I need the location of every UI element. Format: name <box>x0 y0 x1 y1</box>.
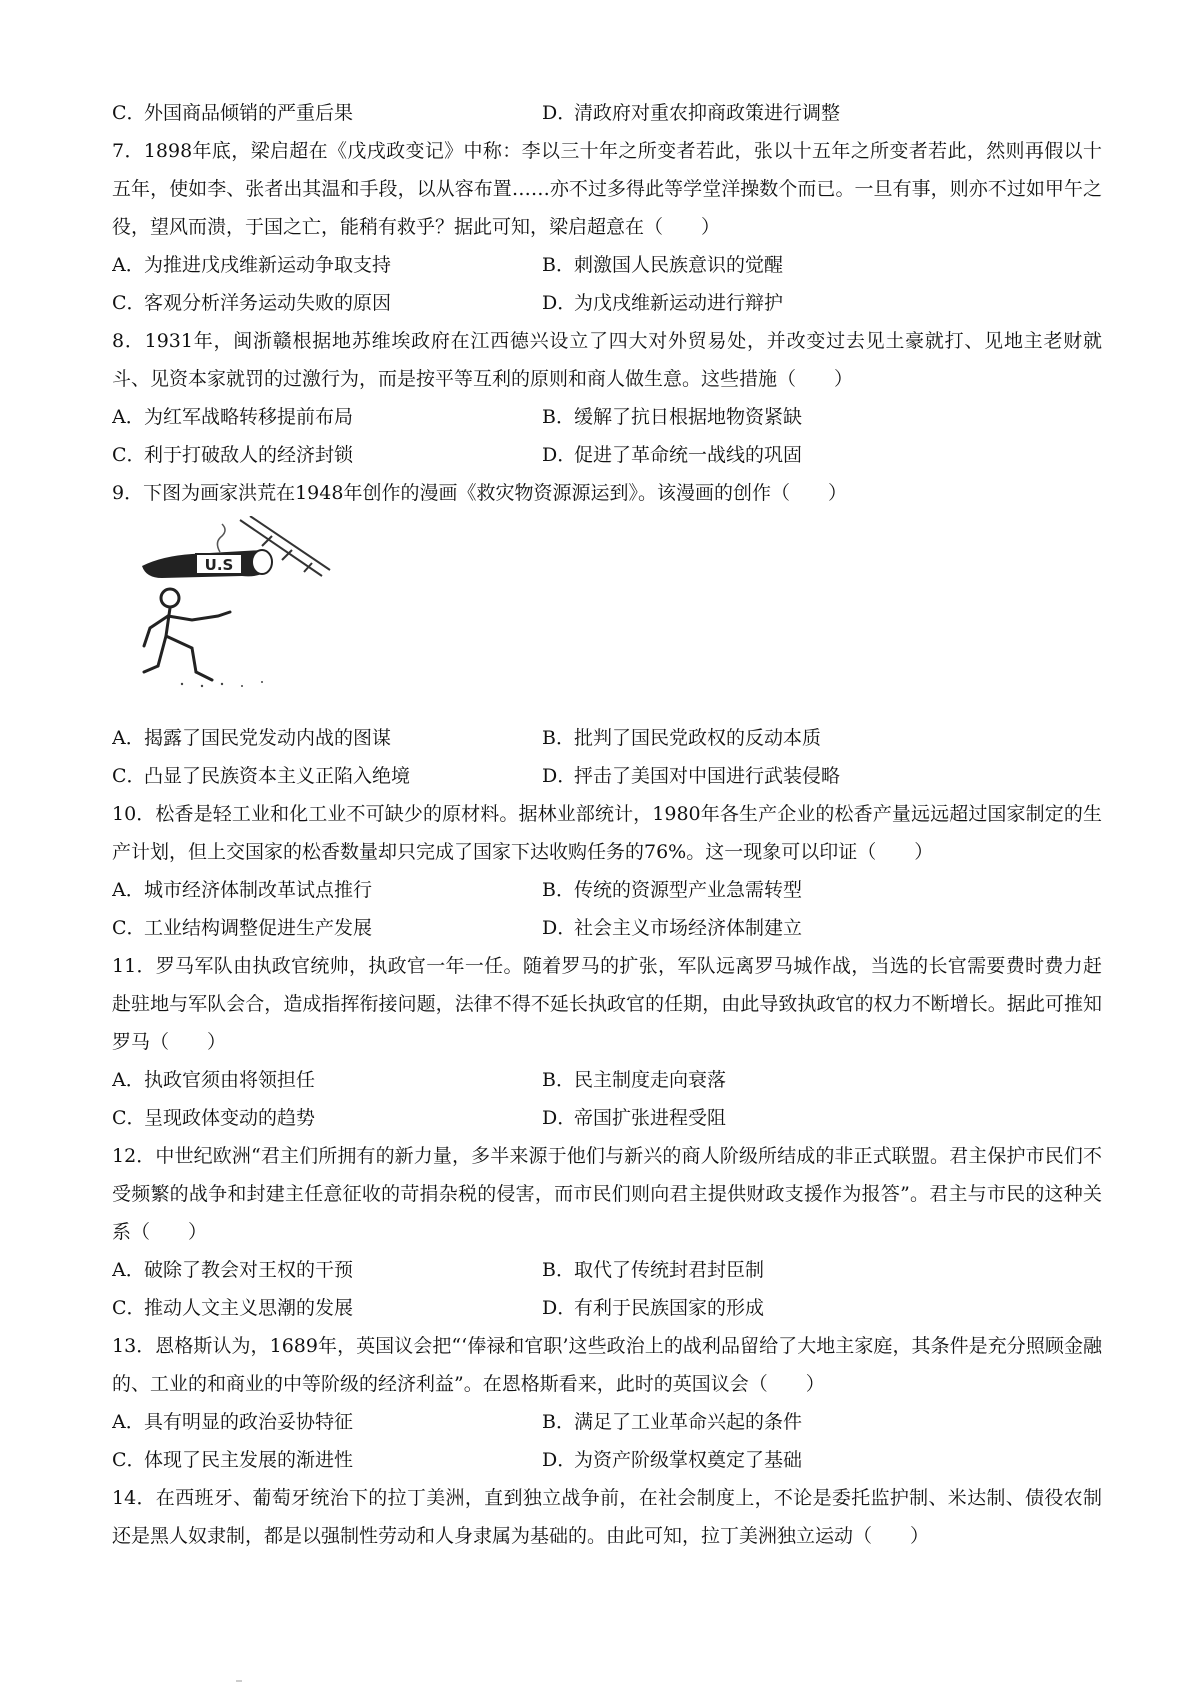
q8-option-b[interactable]: B．缓解了抗日根据地物资紧缺 <box>542 406 803 428</box>
q13-options <box>112 1403 1102 1479</box>
q12-option-a[interactable]: A．破除了教会对王权的干预 <box>112 1259 354 1281</box>
q7-options <box>112 246 1102 322</box>
q9-cartoon-image <box>122 516 332 696</box>
cartoon-us-label: U.S <box>204 556 234 574</box>
q7-option-d[interactable]: D．为戊戌维新运动进行辩护 <box>542 292 784 314</box>
q7-option-c[interactable]: C．客观分析洋务运动失败的原因 <box>112 292 392 314</box>
q11-option-b[interactable]: B．民主制度走向衰落 <box>542 1069 727 1091</box>
q10-stem: 10．松香是轻工业和化工业不可缺少的原材料。据林业部统计，1980年各生产企业的松香产量远远超过国家制定的生产计划，但上交国家的松香数量却只完成了国家下达收购任务的76%。这一现象可以印证（ ） <box>112 803 1102 863</box>
q13-stem: 13．恩格斯认为，1689年，英国议会把“‘俸禄和官职’这些政治上的战利品留给了大地主家庭，其条件是充分照顾金融的、工业的和商业的中等阶级的经济利益”。在恩格斯看来，此时的英国议会（ ） <box>112 1335 1102 1395</box>
q9-options <box>112 719 1102 795</box>
q12-stem: 12．中世纪欧洲“君主们所拥有的新力量，多半来源于他们与新兴的商人阶级所结成的非正式联盟。君主保护市民们不受频繁的战争和封建主任意征收的苛捐杂税的侵害，而市民们则向君主提供财政支援作为报答”。君主与市民的这种关系（ ） <box>112 1145 1102 1243</box>
q8-option-c[interactable]: C．利于打破敌人的经济封锁 <box>112 444 354 466</box>
q12-option-b[interactable]: B．取代了传统封君封臣制 <box>542 1259 765 1281</box>
q9-option-b[interactable]: B．批判了国民党政权的反动本质 <box>542 727 822 749</box>
q11-options <box>112 1061 1102 1137</box>
q8-stem: 8．1931年，闽浙赣根据地苏维埃政府在江西德兴设立了四大对外贸易处，并改变过去见土豪就打、见地主老财就斗、见资本家就罚的过激行为，而是按平等互利的原则和商人做生意。这些措施（ ） <box>112 330 1102 390</box>
q13-option-b[interactable]: B．满足了工业革命兴起的条件 <box>542 1411 803 1433</box>
q10-option-c[interactable]: C．工业结构调整促进生产发展 <box>112 917 373 939</box>
q7-option-a[interactable]: A．为推进戊戌维新运动争取支持 <box>112 254 392 276</box>
q9-option-d[interactable]: D．抨击了美国对中国进行武装侵略 <box>542 765 841 787</box>
q10-option-b[interactable]: B．传统的资源型产业急需转型 <box>542 879 803 901</box>
q10-option-a[interactable]: A．城市经济体制改革试点推行 <box>112 879 373 901</box>
footer-dot <box>236 1680 242 1682</box>
q7-option-b[interactable]: B．刺激国人民族意识的觉醒 <box>542 254 784 276</box>
q12-option-d[interactable]: D．有利于民族国家的形成 <box>542 1297 765 1319</box>
q8-options <box>112 398 1102 474</box>
q6-options <box>112 94 1102 132</box>
exam-page <box>112 94 1102 1555</box>
q11-option-c[interactable]: C．呈现政体变动的趋势 <box>112 1107 316 1129</box>
q11-option-a[interactable]: A．执政官须由将领担任 <box>112 1069 316 1091</box>
q12-options <box>112 1251 1102 1327</box>
q12-option-c[interactable]: C．推动人文主义思潮的发展 <box>112 1297 354 1319</box>
q6-option-c[interactable]: C．外国商品倾销的严重后果 <box>112 102 354 124</box>
q13-option-d[interactable]: D．为资产阶级掌权奠定了基础 <box>542 1449 803 1471</box>
q11-stem: 11．罗马军队由执政官统帅，执政官一年一任。随着罗马的扩张，军队远离罗马城作战，当选的长官需要费时费力赶赴驻地与军队会合，造成指挥衔接问题，法律不得不延长执政官的任期，由此导致执政官的权力不断增长。据此可推知罗马（ ） <box>112 955 1102 1053</box>
q7-stem: 7．1898年底，梁启超在《戊戌政变记》中称：李以三十年之所变者若此，张以十五年之所变者若此，然则再假以十五年，使如李、张者出其温和手段，以从容布置……亦不过多得此等学堂洋操数个而已。一旦有事，则亦不过如甲午之役，望风而溃，于国之亡，能稍有救乎？据此可知，梁启超意在（ ） <box>112 140 1102 238</box>
q9-option-a[interactable]: A．揭露了国民党发动内战的图谋 <box>112 727 392 749</box>
q9-stem: 9．下图为画家洪荒在1948年创作的漫画《救灾物资源源运到》。该漫画的创作（ ） <box>112 482 847 504</box>
q10-option-d[interactable]: D．社会主义市场经济体制建立 <box>542 917 803 939</box>
q8-option-d[interactable]: D．促进了革命统一战线的巩固 <box>542 444 803 466</box>
q8-option-a[interactable]: A．为红军战略转移提前布局 <box>112 406 354 428</box>
q14-stem: 14．在西班牙、葡萄牙统治下的拉丁美洲，直到独立战争前，在社会制度上，不论是委托监护制、米达制、债役农制还是黑人奴隶制，都是以强制性劳动和人身隶属为基础的。由此可知，拉丁美洲独立运动（ ） <box>112 1487 1102 1547</box>
q10-options <box>112 871 1102 947</box>
q13-option-a[interactable]: A．具有明显的政治妥协特征 <box>112 1411 354 1433</box>
q9-option-c[interactable]: C．凸显了民族资本主义正陷入绝境 <box>112 765 411 787</box>
q11-option-d[interactable]: D．帝国扩张进程受阻 <box>542 1107 727 1129</box>
q13-option-c[interactable]: C．体现了民主发展的渐进性 <box>112 1449 354 1471</box>
q6-option-d[interactable]: D．清政府对重农抑商政策进行调整 <box>542 102 841 124</box>
